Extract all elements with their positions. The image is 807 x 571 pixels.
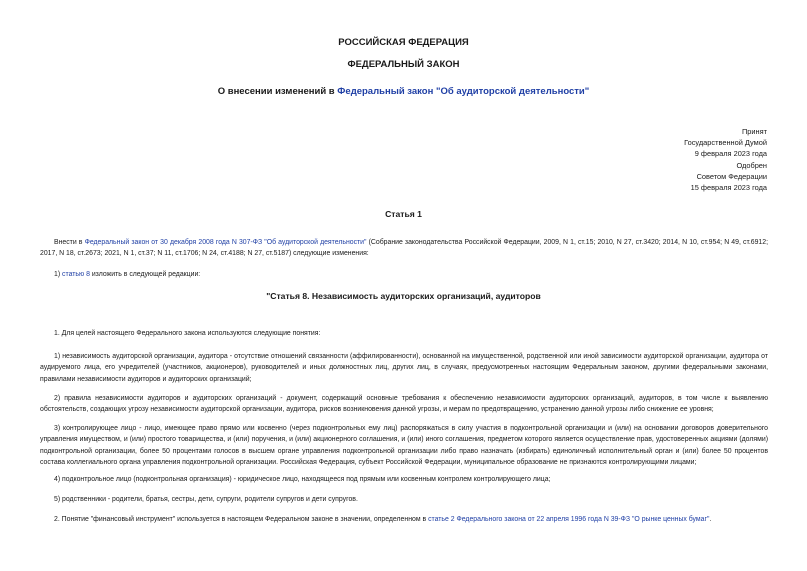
approved-date: 15 февраля 2023 года (690, 183, 767, 193)
adopted-date: 9 февраля 2023 года (694, 149, 767, 159)
adopted-by: Государственной Думой (684, 138, 767, 148)
intro-after: (Собрание законодательства Российской Федерации, 2009, N 1, ст.15; 2010, N 27, ст.3420; 2014, N 10, ст.954; N 49, ст.6912; 2017, N 18, ст.2673; 2021, N 1, ст.37; N 11, ст.1706; N 24, ст.4188; N 27, ст.5187) следующие изменения: (40, 239, 768, 258)
article-8-p3: 2) правила независимости аудиторов и аудиторских организаций - документ, содержащий основные требования к обеспечению независимости аудиторских организаций, аудиторов, в том числе к выявлению обстоятельств, создающих угрозу независимости аудиторской организации, аудитора, рисков возникновения данной угрозы, и мерам по предотвращению, устранению данной угрозы либо снижение ее уровня; (40, 395, 768, 414)
law-title (0, 86, 807, 97)
law-type-heading: ФЕДЕРАЛЬНЫЙ ЗАКОН (347, 59, 460, 70)
item1-after: изложить в следующей редакции: (89, 271, 201, 278)
law-39-fz-link[interactable]: статье 2 Федерального закона от 22 апреля 1996 года N 39-ФЗ "О рынке ценных бумаг" (428, 516, 710, 523)
article-8-p7 (40, 514, 768, 525)
intro-before: Внести в (54, 239, 85, 246)
article-8-p6: 5) родственники - родители, братья, сестры, дети, супруги, родители супругов и дети супругов. (54, 496, 358, 503)
article-8-p2: 1) независимость аудиторской организации, аудитора - отсутствие отношений связанности (аффилированности), основанной на имущественной, родственной или иной зависимости аудиторской организации, аудитора от аудируемого лица, его учредителей (участников, акционеров), руководителей и иных должностных лиц, других лиц, в случаях, предусмотренных настоящим Федеральным законом, другими федеральными законами, правилами независимости аудиторов и аудиторских организаций; (40, 353, 768, 383)
p7-after: . (709, 516, 712, 523)
law-307-fz-link[interactable]: Федеральный закон от 30 декабря 2008 года N 307-ФЗ "Об аудиторской деятельности" (84, 239, 367, 246)
country-heading: РОССИЙСКАЯ ФЕДЕРАЦИЯ (338, 37, 469, 48)
approved-by: Советом Федерации (696, 171, 767, 181)
p7-before: 2. Понятие "финансовый инструмент" используется в настоящем Федеральном законе в значении, определенном в (54, 516, 429, 523)
article-1-item-1 (40, 269, 768, 280)
article-1-heading: Статья 1 (385, 209, 422, 219)
article-8-p4: 3) контролирующее лицо - лицо, имеющее право прямо или косвенно (через подконтрольных ему лиц) распоряжаться в силу участия в подконтрольной организации и (или) на основании договоров доверительного управления имуществом, и (или) простого товарищества, и (или) поручения, и (или) акционерного соглашения, и (или) иного соглашения, предметом которого является осуществление прав, удостоверенных акциями (долями) подконтрольной организации, более 50 процентами голосов в высшем органе управления подконтрольной организации либо право назначать (избирать) единоличный исполнительный орган и (или) более 50 процентов состава коллегиального органа управления подконтрольной организации. Российская Федерация, субъект Российской Федерации, муниципальное образование не признаются контролирующими лицами; (40, 425, 768, 467)
item1-before: 1) (54, 271, 63, 278)
law-title-prefix: О внесении изменений в (217, 86, 338, 97)
adoption-block (567, 126, 767, 193)
article-8-link[interactable]: статью 8 (62, 271, 90, 278)
approved-label: Одобрен (736, 160, 767, 170)
adopted-label: Принят (741, 127, 767, 136)
article-8-p5: 4) подконтрольное лицо (подконтрольная организация) - юридическое лицо, находящееся под прямым или косвенным контролем контролирующего лица; (54, 476, 551, 483)
law-title-link[interactable]: Федеральный закон "Об аудиторской деятельности" (337, 86, 590, 97)
article-8-heading: "Статья 8. Независимость аудиторских организаций, аудиторов (266, 291, 541, 301)
article-8-p1: 1. Для целей настоящего Федерального закона используются следующие понятия: (54, 330, 321, 337)
article-1-intro (40, 237, 768, 260)
